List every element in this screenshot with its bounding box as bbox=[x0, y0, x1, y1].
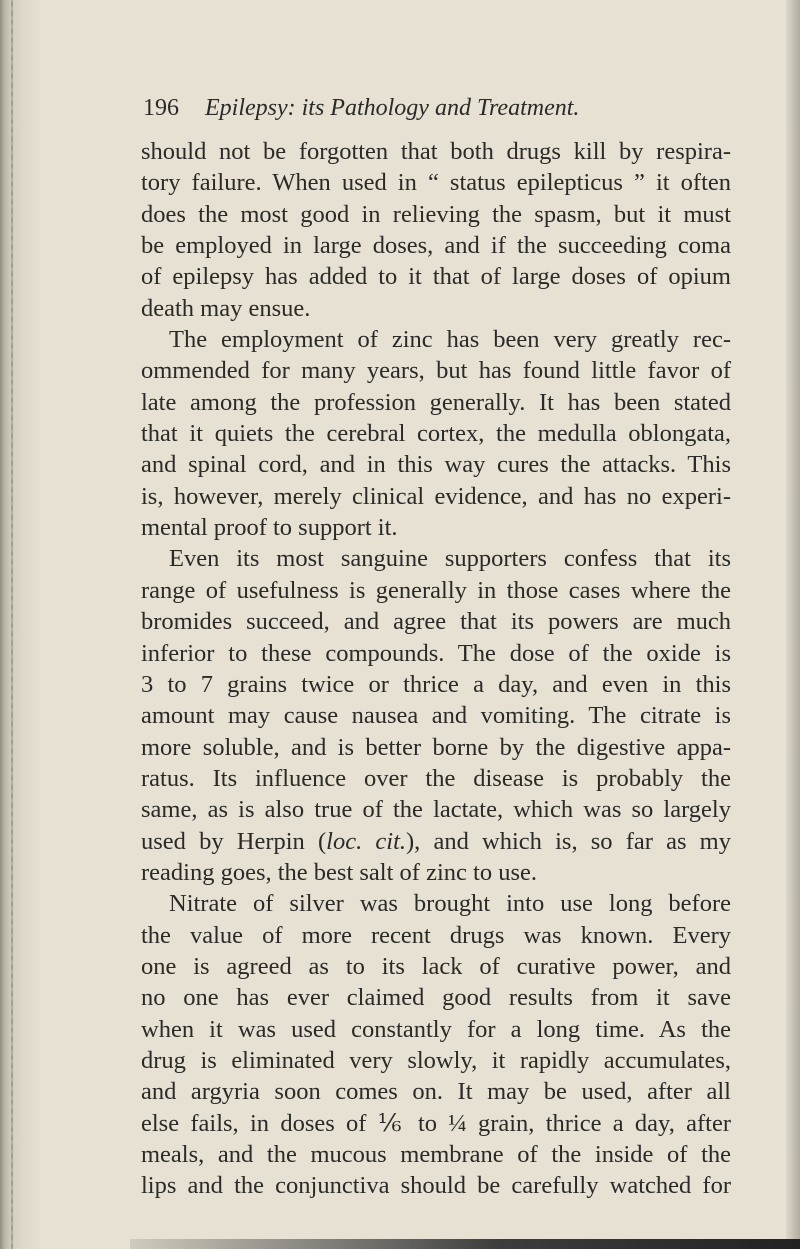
page-right-edge bbox=[786, 0, 800, 1249]
text-line: range of usefulness is generally in those cases where the bbox=[141, 576, 731, 604]
text-line: late among the profession generally. It has been stated bbox=[141, 388, 731, 416]
text-line: and spinal cord, and in this way cures the attacks. This bbox=[141, 451, 731, 479]
text-line: 3 to 7 grains twice or thrice a day, and even in this bbox=[141, 670, 731, 698]
text-line: ratus. Its influence over the disease is probably the bbox=[141, 764, 731, 792]
text-line: when it was used constantly for a long time. As the bbox=[141, 1015, 731, 1043]
text-line: meals, and the mucous membrane of the inside of the bbox=[141, 1141, 731, 1168]
text-segment: ), and which is, so far as my bbox=[406, 827, 731, 855]
page-number: 196 bbox=[143, 95, 179, 121]
body-text bbox=[141, 136, 731, 1202]
text-line: more soluble, and is better borne by the digestive appa- bbox=[141, 733, 731, 761]
text-line: be employed in large doses, and if the succeeding coma bbox=[141, 232, 731, 260]
text-line: The employment of zinc has been very greatly rec- bbox=[169, 326, 731, 354]
text-line: reading goes, the best salt of zinc to use. bbox=[141, 858, 537, 886]
text-line: and argyria soon comes on. It may be used, after all bbox=[141, 1078, 731, 1106]
running-title: Epilepsy: its Pathology and Treatment. bbox=[205, 95, 580, 121]
text-line: bromides succeed, and agree that its powers are much bbox=[141, 608, 731, 636]
text-line: drug is eliminated very slowly, it rapidly accumulates, bbox=[141, 1046, 731, 1074]
text-line: should not be forgotten that both drugs kill by respira- bbox=[141, 138, 731, 165]
text-line: the value of more recent drugs was known. Every bbox=[141, 921, 731, 949]
text-line: does the most good in relieving the spasm, but it must bbox=[141, 200, 731, 228]
text-line: Even its most sanguine supporters confess that its bbox=[169, 545, 731, 573]
text-line: else fails, in doses of ⅙ to ¼ grain, thrice a day, after bbox=[141, 1109, 731, 1137]
running-header bbox=[143, 93, 723, 123]
page-bottom-edge bbox=[130, 1239, 800, 1249]
text-line: inferior to these compounds. The dose of the oxide is bbox=[141, 639, 731, 667]
text-line: amount may cause nausea and vomiting. The citrate is bbox=[141, 702, 731, 730]
text-line: no one has ever claimed good results from it save bbox=[141, 984, 731, 1012]
text-segment: used by Herpin ( bbox=[141, 827, 327, 855]
text-line: lips and the conjunctiva should be carefully watched for bbox=[141, 1172, 731, 1200]
page-gutter-shadow bbox=[0, 0, 40, 1249]
text-line: death may ensue. bbox=[141, 294, 311, 322]
text-line: is, however, merely clinical evidence, and has no experi- bbox=[141, 482, 731, 510]
text-line: Nitrate of silver was brought into use long before bbox=[169, 890, 731, 918]
text-line: that it quiets the cerebral cortex, the medulla oblongata, bbox=[141, 420, 731, 448]
text-line bbox=[141, 826, 731, 857]
text-line: of epilepsy has added to it that of large doses of opium bbox=[141, 263, 731, 291]
text-line: ommended for many years, but has found little favor of bbox=[141, 357, 731, 385]
citation-italic: loc. cit. bbox=[326, 827, 407, 855]
text-line: tory failure. When used in “ status epilepticus ” it often bbox=[141, 169, 731, 197]
text-line: mental proof to support it. bbox=[141, 514, 398, 542]
text-line: same, as is also true of the lactate, which was so largely bbox=[141, 796, 731, 824]
text-line: one is agreed as to its lack of curative power, and bbox=[141, 952, 731, 980]
